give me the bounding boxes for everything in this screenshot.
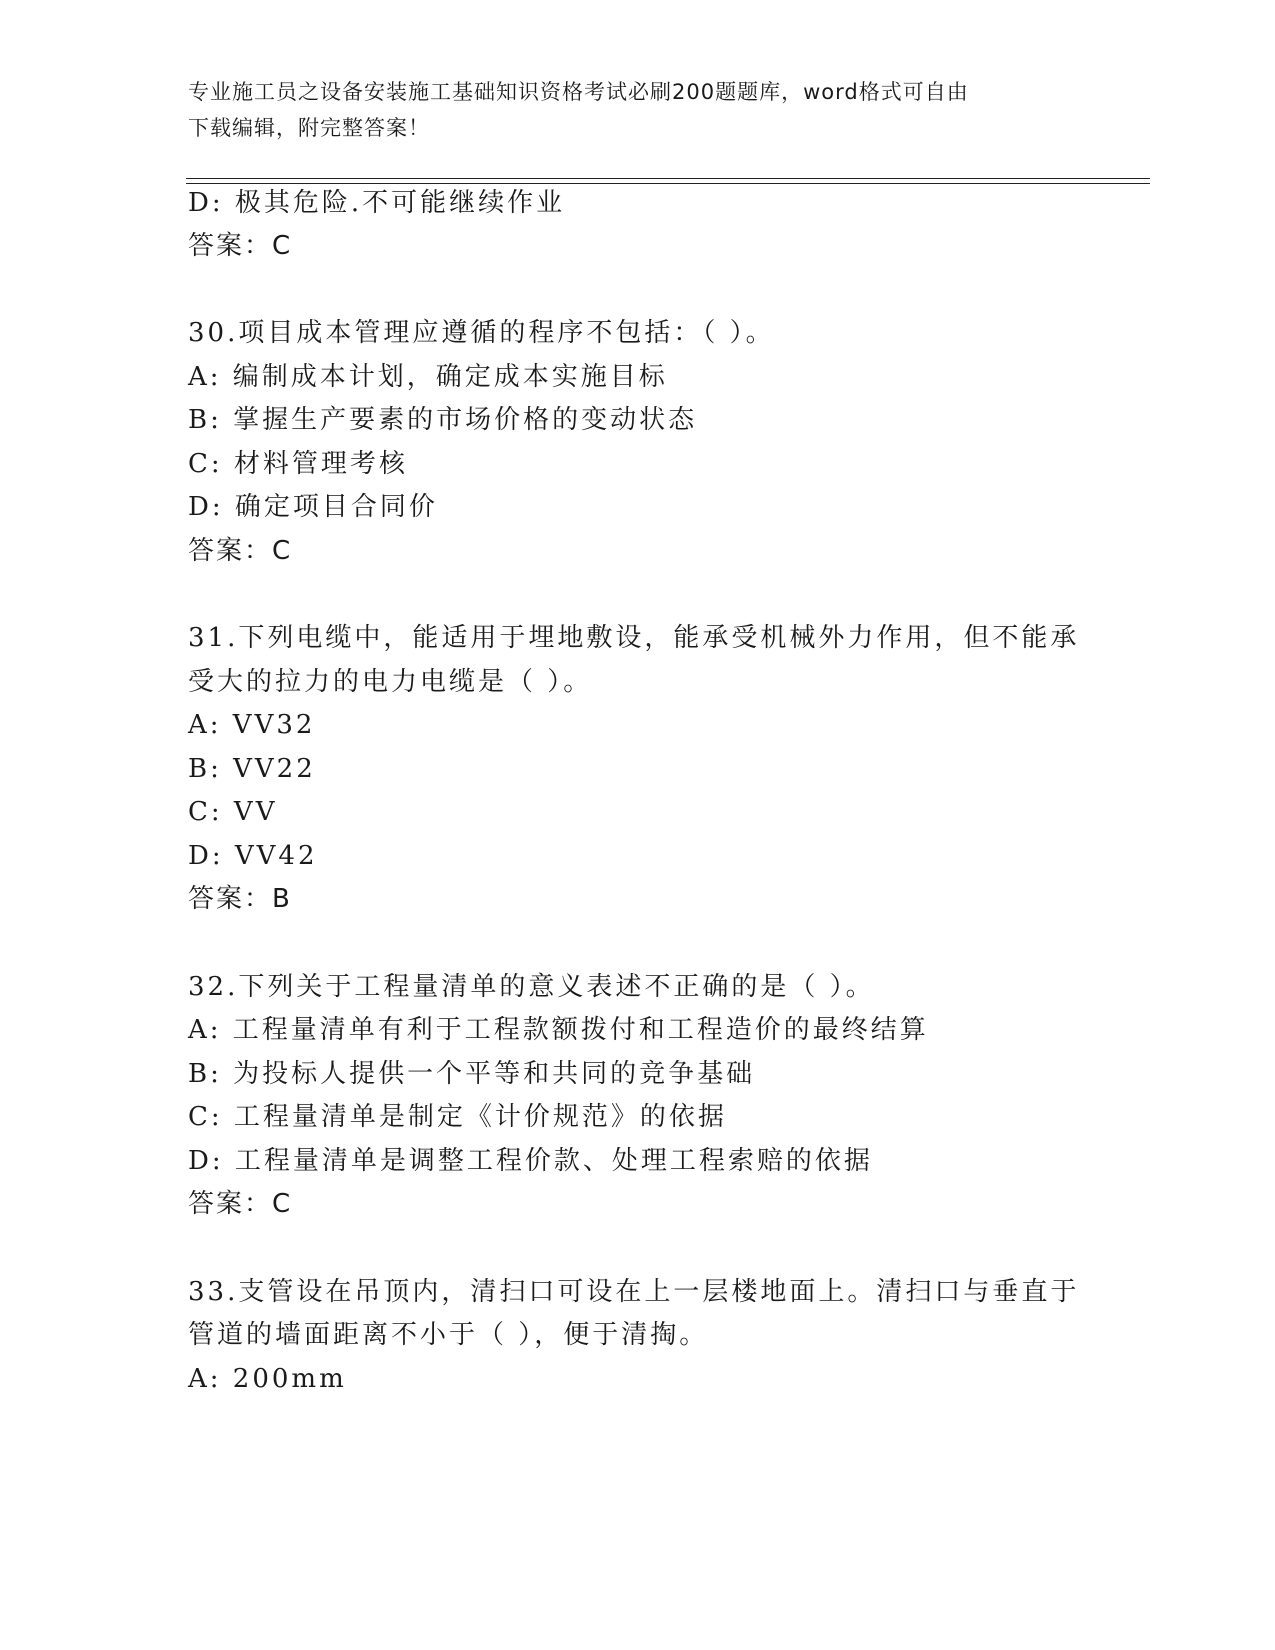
q31-option-c: C: VV (188, 797, 278, 827)
q32-option-d: D: 工程量清单是调整工程价款、处理工程索赔的依据 (188, 1146, 873, 1176)
q31-stem-line-1: 31.下列电缆中，能适用于埋地敷设，能承受机械外力作用，但不能承 (188, 623, 1080, 653)
q30-option-d: D: 确定项目合同价 (188, 492, 438, 522)
q31-answer: 答案：B (188, 884, 292, 914)
q33-option-a: A: 200mm (188, 1364, 347, 1394)
q30-option-b: B: 掌握生产要素的市场价格的变动状态 (188, 405, 698, 435)
q32-option-c: C: 工程量清单是制定《计价规范》的依据 (188, 1102, 727, 1132)
q30-option-a: A: 编制成本计划，确定成本实施目标 (188, 362, 668, 392)
q32-answer: 答案：C (188, 1189, 293, 1219)
q31-option-b: B: VV22 (188, 754, 316, 784)
header-line-2: 下载编辑，附完整答案！ (188, 116, 430, 140)
q31-stem-line-2: 受大的拉力的电力电缆是（ ）。 (188, 667, 593, 697)
q30-option-c: C: 材料管理考核 (188, 449, 408, 479)
q31-option-d: D: VV42 (188, 841, 318, 871)
q32-stem: 32.下列关于工程量清单的意义表述不正确的是（ ）。 (188, 972, 875, 1002)
prev-option-d: D: 极其危险.不可能继续作业 (188, 188, 566, 218)
q33-stem-line-2: 管道的墙面距离不小于（ ），便于清掏。 (188, 1320, 709, 1350)
q31-option-a: A: VV32 (188, 710, 316, 740)
q32-option-a: A: 工程量清单有利于工程款额拨付和工程造价的最终结算 (188, 1015, 929, 1045)
document-header (188, 74, 1068, 146)
header-line-1: 专业施工员之设备安装施工基础知识资格考试必刷200题题库，word格式可自由 (188, 80, 969, 104)
q30-stem: 30.项目成本管理应遵循的程序不包括：（ ）。 (188, 318, 775, 348)
header-rule-top (186, 178, 1150, 179)
header-rule-bottom (186, 183, 1150, 184)
q32-option-b: B: 为投标人提供一个平等和共同的竞争基础 (188, 1059, 756, 1089)
q30-answer: 答案：C (188, 536, 293, 566)
q33-stem-line-1: 33.支管设在吊顶内，清扫口可设在上一层楼地面上。清扫口与垂直于 (188, 1277, 1080, 1307)
prev-answer: 答案：C (188, 231, 293, 261)
